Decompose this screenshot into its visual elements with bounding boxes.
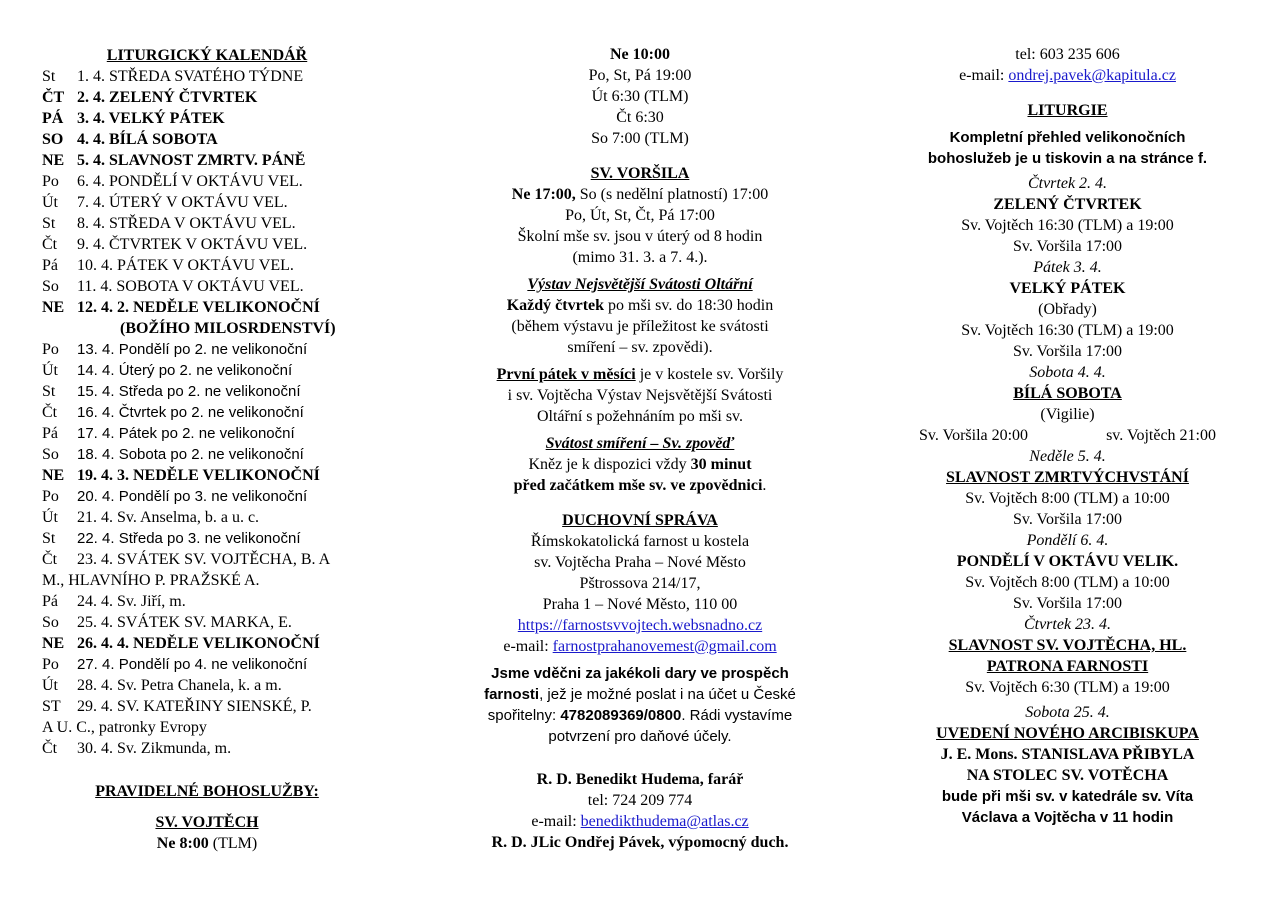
services-column [470, 44, 810, 853]
calendar-row-text: 10. 4. PÁTEK V OKTÁVU VEL. [77, 257, 294, 274]
calendar-row-day: Pá [42, 257, 58, 274]
calendar-row [42, 381, 372, 402]
regular-services-heading: PRAVIDELNÉ BOHOSLUŽBY: [95, 783, 319, 800]
calendar-row-text: 16. 4. Čtvrtek po 2. ne velikonoční [77, 404, 304, 421]
calendar-row [42, 66, 372, 87]
parish-line-2: sv. Vojtěcha Praha – Nové Město [534, 554, 746, 571]
calendar-row [42, 528, 372, 549]
calendar-row-day: St [42, 215, 56, 232]
calendar-row [42, 234, 372, 255]
calendar-row [42, 507, 372, 528]
day4-date: Neděle 5. 4. [1029, 448, 1106, 465]
calendar-row-day: So [42, 278, 59, 295]
pastor-phone: tel: 724 209 774 [587, 792, 693, 809]
adoration-line-1: Každý čtvrtek po mši sv. do 18:30 hodin [506, 297, 774, 314]
calendar-row [42, 171, 372, 192]
day6-line-1: Sv. Vojtěch 6:30 (TLM) a 19:00 [965, 679, 1170, 696]
calendar-row [42, 276, 372, 297]
adoration-heading: Výstav Nejsvětější Svátosti Oltářní [527, 276, 753, 293]
calendar-row [42, 297, 372, 318]
calendar-row-text: 21. 4. Sv. Anselma, b. a u. c. [77, 509, 260, 526]
day5-title: PONDĚLÍ V OKTÁVU VELIK. [956, 553, 1179, 570]
day1-date: Čtvrtek 2. 4. [1027, 175, 1108, 192]
calendar-row-day: Út [42, 677, 58, 694]
assistant-email-link[interactable]: ondrej.pavek@kapitula.cz [1008, 67, 1176, 84]
calendar-row [42, 675, 372, 696]
calendar-row-text: A U. C., patronky Evropy [42, 719, 207, 736]
day1-line-1: Sv. Vojtěch 16:30 (TLM) a 19:00 [961, 217, 1174, 234]
vorsila-line-1: Po, Út, St, Čt, Pá 17:00 [565, 207, 715, 224]
day7-line-2: NA STOLEC SV. VOTĚCHA [966, 767, 1169, 784]
calendar-row-text: 20. 4. Pondělí po 3. ne velikonoční [77, 488, 308, 505]
first-friday-line-1: První pátek v měsíci je v kostele sv. Voršily [496, 366, 784, 383]
assistant-phone: tel: 603 235 606 [1015, 46, 1120, 63]
vojtech-weekday-4: So 7:00 (TLM) [591, 130, 689, 147]
calendar-row-text: 19. 4. 3. NEDĚLE VELIKONOČNÍ [77, 467, 320, 484]
calendar-row-text: 5. 4. SLAVNOST ZMRTV. PÁNĚ [77, 152, 306, 169]
calendar-row-day: So [42, 446, 59, 463]
calendar-row-text: 23. 4. SVÁTEK SV. VOJTĚCHA, B. A [77, 551, 331, 568]
calendar-row-text: 30. 4. Sv. Zikmunda, m. [77, 740, 232, 757]
day3-date: Sobota 4. 4. [1029, 364, 1106, 381]
calendar-row-text: 26. 4. 4. NEDĚLE VELIKONOČNÍ [77, 635, 320, 652]
calendar-row-day: SO [42, 131, 64, 148]
day6-title-1: SLAVNOST SV. VOJTĚCHA, HL. [948, 637, 1187, 654]
day2-line-2: Sv. Vojtěch 16:30 (TLM) a 19:00 [961, 322, 1174, 339]
calendar-row [42, 696, 372, 717]
day6-title-2: PATRONA FARNOSTI [986, 658, 1149, 675]
calendar-row-day: Čt [42, 236, 58, 253]
calendar-row [42, 549, 372, 570]
calendar-row-text: 9. 4. ČTVRTEK V OKTÁVU VEL. [77, 236, 308, 253]
assistant-priest-name: R. D. JLic Ondřej Pávek, výpomocný duch. [491, 834, 789, 851]
parish-email-link[interactable]: farnostprahanovemest@gmail.com [552, 638, 777, 655]
calendar-row-text: 17. 4. Pátek po 2. ne velikonoční [77, 425, 295, 442]
calendar-row [42, 633, 372, 654]
calendar-row-day: Po [42, 656, 59, 673]
liturgy-intro-1: Kompletní přehled velikonočních [949, 129, 1186, 146]
calendar-row-text: 6. 4. PONDĚLÍ V OKTÁVU VEL. [77, 173, 303, 190]
parish-line-4: Praha 1 – Nové Město, 110 00 [542, 596, 738, 613]
calendar-row-day: Čt [42, 740, 58, 757]
pastor-email-link[interactable]: benedikthudema@atlas.cz [580, 813, 749, 830]
day7-title: UVEDENÍ NOVÉHO ARCIBISKUPA [936, 725, 1199, 742]
vojtech-weekday-3: Čt 6:30 [616, 109, 664, 126]
confession-line-1: Kněz je k dispozici vždy 30 minut [528, 456, 752, 473]
calendar-row-day: PÁ [42, 110, 64, 127]
calendar-row-text: 11. 4. SOBOTA V OKTÁVU VEL. [77, 278, 304, 295]
calendar-row [42, 423, 372, 444]
calendar-row-day: St [42, 383, 56, 400]
parish-line-3: Pštrossova 214/17, [579, 575, 701, 592]
day6-date: Čtvrtek 23. 4. [1023, 616, 1112, 633]
day3-title: BÍLÁ SOBOTA [1013, 385, 1122, 402]
calendar-row-text: 2. 4. ZELENÝ ČTVRTEK [77, 89, 258, 106]
calendar-row [42, 339, 372, 360]
calendar-row-text: 8. 4. STŘEDA V OKTÁVU VEL. [77, 215, 296, 232]
confession-heading: Svátost smíření – Sv. zpověď [545, 435, 735, 452]
calendar-row-text: 15. 4. Středa po 2. ne velikonoční [77, 383, 301, 400]
day2-title: VELKÝ PÁTEK [1009, 280, 1126, 297]
calendar-row [42, 150, 372, 171]
adoration-line-3: smíření – sv. zpovědi). [567, 339, 713, 356]
calendar-row [42, 738, 372, 759]
calendar-row-day: St [42, 68, 56, 85]
donation-line-1: Jsme vděčni za jakékoli dary ve prospěch [491, 665, 789, 682]
vojtech-sunday-time: Ne 10:00 [610, 46, 670, 63]
calendar-row-text: 22. 4. Středa po 3. ne velikonoční [77, 530, 301, 547]
calendar-row-text: 1. 4. STŘEDA SVATÉHO TÝDNE [77, 68, 304, 85]
confession-line-2: před začátkem mše sv. ve zpovědnici. [513, 477, 767, 494]
day4-title: SLAVNOST ZMRTVÝCHVSTÁNÍ [946, 469, 1189, 486]
calendar-row [42, 444, 372, 465]
assistant-email-line: e-mail: ondrej.pavek@kapitula.cz [959, 67, 1176, 84]
calendar-row [42, 108, 372, 129]
calendar-row [42, 570, 372, 591]
day2-line-3: Sv. Voršila 17:00 [1012, 343, 1123, 360]
calendar-row-day: NE [42, 299, 65, 316]
calendar-row-day: St [42, 530, 56, 547]
pastor-email-line: e-mail: benedikthudema@atlas.cz [531, 813, 749, 830]
calendar-row-day: Čt [42, 551, 58, 568]
calendar-row-text: 29. 4. SV. KATEŘINY SIENSKÉ, P. [77, 698, 312, 715]
donation-line-2: farnosti, jež je možné poslat i na účet u České [484, 686, 796, 703]
calendar-row-text: 18. 4. Sobota po 2. ne velikonoční [77, 446, 304, 463]
calendar-row-day: NE [42, 152, 65, 169]
calendar-row-day: Út [42, 194, 58, 211]
calendar-row-day: Út [42, 509, 58, 526]
calendar-row [42, 486, 372, 507]
day7-line-3: bude při mši sv. v katedrále sv. Víta [941, 788, 1194, 805]
day5-line-1: Sv. Vojtěch 8:00 (TLM) a 10:00 [965, 574, 1170, 591]
calendar-row-day: NE [42, 635, 65, 652]
vojtech-sunday: Ne 8:00 (TLM) [156, 835, 258, 852]
calendar-row [42, 717, 372, 738]
calendar-row [42, 465, 372, 486]
calendar-row-day: So [42, 614, 59, 631]
donation-line-3: spořitelny: 4782089369/0800. Rádi vystavíme [487, 707, 793, 724]
calendar-row-day: ČT [42, 89, 65, 106]
calendar-row-day: Po [42, 488, 59, 505]
parish-email-line: e-mail: farnostprahanovemest@gmail.com [503, 638, 777, 655]
calendar-row [42, 402, 372, 423]
calendar-row-day: Pá [42, 425, 58, 442]
day5-date: Pondělí 6. 4. [1026, 532, 1109, 549]
calendar-row-text: 28. 4. Sv. Petra Chanela, k. a m. [77, 677, 282, 694]
day4-line-2: Sv. Voršila 17:00 [1012, 511, 1123, 528]
day1-line-2: Sv. Voršila 17:00 [1012, 238, 1123, 255]
calendar-row-text: 14. 4. Úterý po 2. ne velikonoční [77, 362, 293, 379]
day7-date: Sobota 25. 4. [1025, 704, 1110, 721]
vorsila-sunday: Ne 17:00, So (s nedělní platností) 17:00 [511, 186, 769, 203]
parish-line-1: Římskokatolická farnost u kostela [530, 533, 750, 550]
calendar-row-text: M., HLAVNÍHO P. PRAŽSKÉ A. [42, 572, 260, 589]
first-friday-line-3: Oltářní s požehnáním po mši sv. [536, 408, 744, 425]
parish-website-link[interactable]: https://farnostsvvojtech.websnadno.cz [517, 617, 763, 634]
donation-line-4: potvrzení pro daňové účely. [548, 728, 732, 745]
calendar-row [42, 654, 372, 675]
calendar-row [42, 612, 372, 633]
calendar-row-day: Út [42, 362, 58, 379]
calendar-row-day: Po [42, 173, 59, 190]
calendar-row-day: Po [42, 341, 59, 358]
day3-times: Sv. Voršila 20:00 sv. Vojtěch 21:00 [919, 427, 1216, 444]
parish-administration-heading: DUCHOVNÍ SPRÁVA [562, 512, 718, 529]
calendar-row-text: 7. 4. ÚTERÝ V OKTÁVU VEL. [77, 194, 288, 211]
calendar-row-text: 4. 4. BÍLÁ SOBOTA [77, 131, 218, 148]
liturgical-calendar-column [42, 45, 372, 854]
vorsila-heading: SV. VORŠILA [590, 165, 690, 182]
vojtech-weekday-2: Út 6:30 (TLM) [591, 88, 689, 105]
vojtech-weekday-1: Po, St, Pá 19:00 [588, 67, 692, 84]
calendar-row-day: Pá [42, 593, 58, 610]
day2-date: Pátek 3. 4. [1033, 259, 1102, 276]
day2-line-1: (Obřady) [1038, 301, 1097, 318]
calendar-row [42, 129, 372, 150]
calendar-row [42, 87, 372, 108]
day7-line-1: J. E. Mons. STANISLAVA PŘIBYLA [940, 746, 1195, 763]
calendar-list [42, 66, 372, 759]
liturgy-heading: LITURGIE [1027, 102, 1108, 119]
pastor-name: R. D. Benedikt Hudema, farář [536, 771, 744, 788]
calendar-row-day: ST [42, 698, 61, 715]
calendar-heading: LITURGICKÝ KALENDÁŘ [106, 47, 308, 64]
vojtech-heading: SV. VOJTĚCH [155, 814, 259, 831]
calendar-row [42, 213, 372, 234]
day5-line-2: Sv. Voršila 17:00 [1012, 595, 1123, 612]
calendar-row-text: 12. 4. 2. NEDĚLE VELIKONOČNÍ [77, 299, 320, 316]
calendar-row-text: 3. 4. VELKÝ PÁTEK [77, 110, 225, 127]
day7-line-4: Václava a Vojtěcha v 11 hodin [961, 809, 1174, 826]
calendar-row-text: 24. 4. Sv. Jiří, m. [77, 593, 186, 610]
day1-title: ZELENÝ ČTVRTEK [993, 196, 1142, 213]
liturgy-intro-2: bohoslužeb je u tiskovin a na stránce f. [927, 150, 1208, 167]
first-friday-line-2: i sv. Vojtěcha Výstav Nejsvětější Svátosti [507, 387, 773, 404]
vorsila-line-3: (mimo 31. 3. a 7. 4.). [572, 249, 708, 266]
calendar-row [42, 360, 372, 381]
vorsila-line-2: Školní mše sv. jsou v úterý od 8 hodin [517, 228, 763, 245]
calendar-row [42, 591, 372, 612]
adoration-line-2: (během výstavu je příležitost ke svátosti [511, 318, 769, 335]
calendar-row-text: 13. 4. Pondělí po 2. ne velikonoční [77, 341, 308, 358]
calendar-row-day: NE [42, 467, 65, 484]
calendar-row [42, 255, 372, 276]
calendar-row-continuation: (BOŽÍHO MILOSRDENSTVÍ) [120, 320, 336, 337]
calendar-row-day: Čt [42, 404, 58, 421]
calendar-row-text: 27. 4. Pondělí po 4. ne velikonoční [77, 656, 308, 673]
calendar-row-text: 25. 4. SVÁTEK SV. MARKA, E. [77, 614, 292, 631]
calendar-row [42, 192, 372, 213]
day3-sub: (Vigilie) [1040, 406, 1095, 423]
day4-line-1: Sv. Vojtěch 8:00 (TLM) a 10:00 [965, 490, 1170, 507]
liturgy-column [905, 44, 1230, 828]
